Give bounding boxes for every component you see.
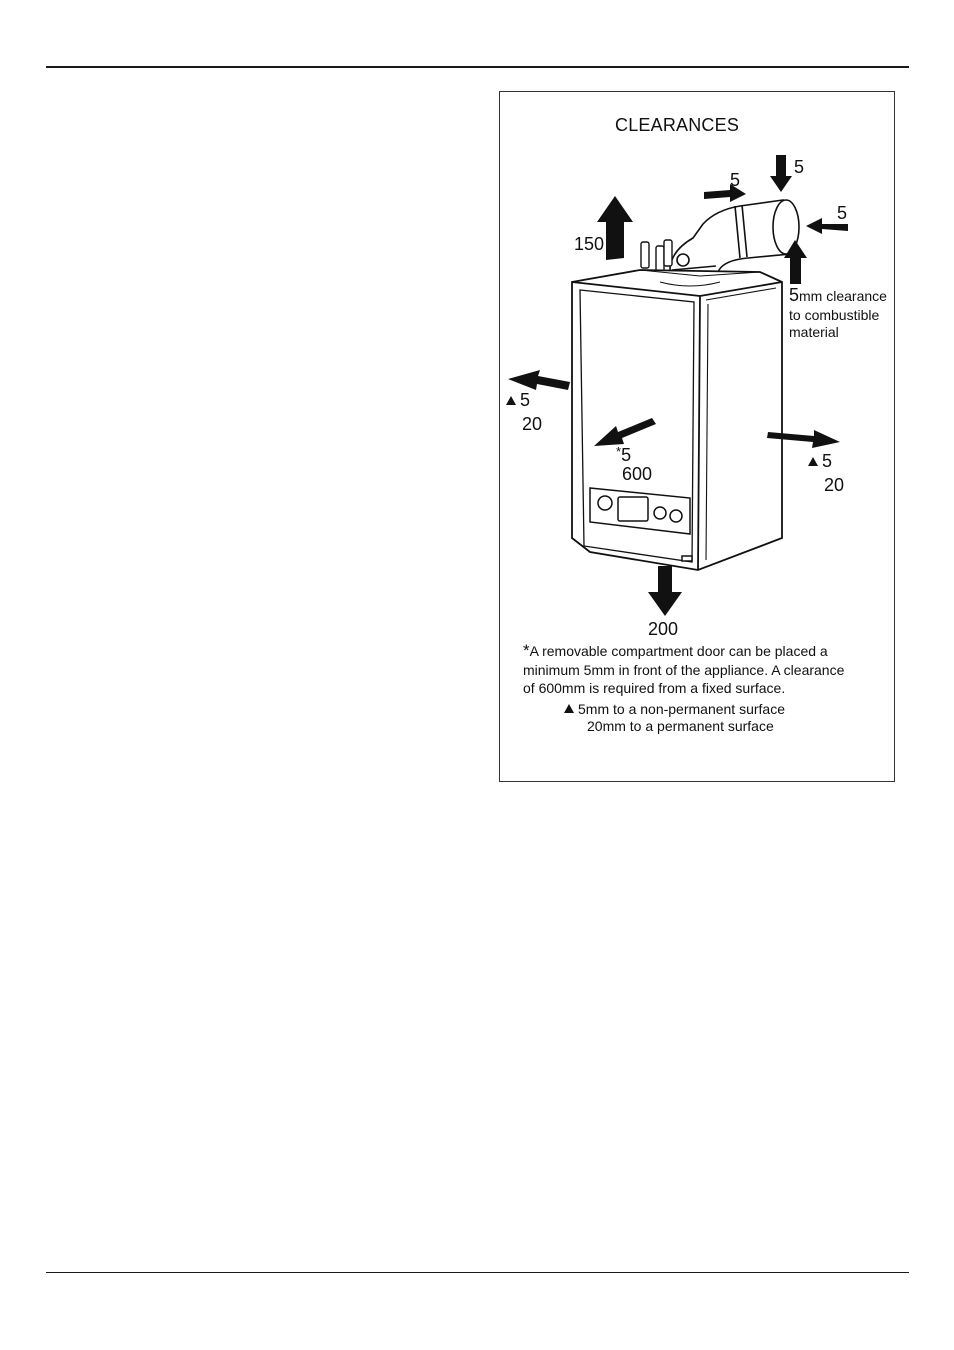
label-below: 200: [648, 619, 679, 639]
label-right-side-a-value: 5: [822, 451, 833, 471]
figure-title: CLEARANCES: [615, 115, 740, 135]
note-tri-line1: [564, 700, 785, 718]
label-front-a-value: 5: [621, 445, 632, 465]
label-left-side-a: [506, 391, 530, 409]
triangle-icon: [506, 396, 516, 405]
note-star-line3: of 600mm is required from a fixed surface.: [523, 680, 786, 696]
note-tri-line2: 20mm to a permanent surface: [587, 718, 774, 734]
label-under-flue: [789, 287, 887, 305]
label-above: 150: [574, 234, 605, 254]
arrow-top-flue: [770, 155, 792, 192]
label-under-flue-line2: to combustible: [789, 307, 880, 323]
label-left-side-a-value: 5: [520, 390, 531, 410]
label-flue-end: 5: [837, 203, 848, 223]
asterisk-mark: *: [523, 641, 530, 660]
label-front-a: [616, 445, 631, 464]
asterisk-mark: *: [616, 444, 622, 459]
arrow-below: [648, 566, 682, 616]
triangle-icon: [808, 457, 818, 466]
label-flue-left: 5: [730, 170, 741, 190]
arrow-left-side: [508, 370, 570, 390]
top-pipes: [641, 240, 672, 272]
note-star-line2: minimum 5mm in front of the appliance. A clearance: [523, 662, 845, 678]
label-under-flue-value: 5: [789, 285, 800, 305]
note-star-line1-text: A removable compartment door can be placed a: [529, 643, 828, 659]
note-star-line1: [523, 642, 828, 660]
label-under-flue-line3: material: [789, 324, 839, 340]
triangle-icon: [564, 704, 574, 713]
label-front-b: 600: [622, 464, 653, 484]
label-right-side-b: 20: [824, 475, 845, 495]
label-right-side-a: [808, 452, 832, 470]
label-top-flue: 5: [794, 157, 805, 177]
label-left-side-b: 20: [522, 414, 543, 434]
note-tri-line1-text: 5mm to a non-permanent surface: [578, 701, 785, 717]
label-under-flue-unit: mm clearance: [799, 288, 887, 304]
